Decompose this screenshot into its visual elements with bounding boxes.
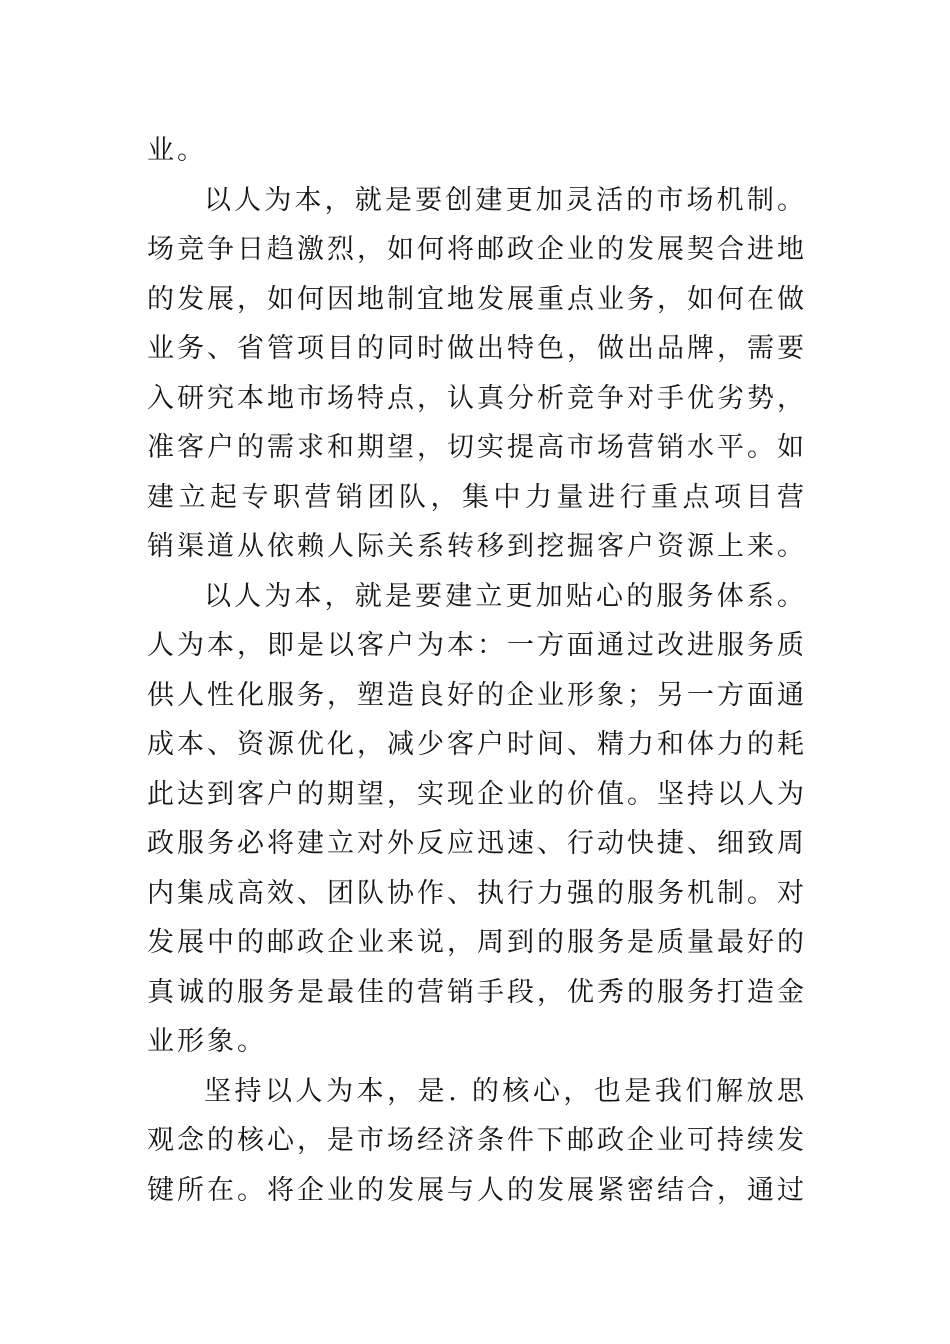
text-line: 政服务必将建立对外反应迅速、行动快捷、细致周	[147, 828, 807, 859]
text-line: 键所在。将企业的发展与人的发展紧密结合，通过	[147, 1174, 807, 1206]
text-line: 成本、资源优化，减少客户时间、精力和体力的耗	[147, 729, 807, 760]
paragraph-start-line: 以人为本，就是要建立更加贴心的服务体系。	[204, 580, 807, 612]
text-line: 准客户的需求和期望，切实提高市场营销水平。如	[147, 432, 807, 463]
text-line: 业务、省管项目的同时做出特色，做出品牌，需要	[147, 333, 807, 364]
paragraph-start-line: 以人为本，就是要创建更加灵活的市场机制。	[204, 184, 807, 216]
text-line: 业形象。	[147, 1026, 267, 1057]
text-line: 人为本，即是以客户为本：一方面通过改进服务质	[147, 630, 807, 661]
text-line: 内集成高效、团队协作、执行力强的服务机制。对	[147, 877, 807, 909]
text-line: 场竞争日趋激烈，如何将邮政企业的发展契合进地	[147, 234, 807, 265]
text-line: 业。	[147, 135, 207, 166]
text-line: 销渠道从依赖人际关系转移到挖掘客户资源上来。	[147, 531, 807, 562]
text-line: 发展中的邮政企业来说，周到的服务是质量最好的	[147, 927, 807, 958]
text-line: 供人性化服务，塑造良好的企业形象；另一方面通	[147, 679, 807, 711]
text-line: 的发展，如何因地制宜地发展重点业务，如何在做	[147, 283, 807, 315]
text-line: 观念的核心，是市场经济条件下邮政企业可持续发	[147, 1125, 807, 1156]
text-line: 建立起专职营销团队，集中力量进行重点项目营	[147, 481, 807, 513]
text-line: 此达到客户的期望，实现企业的价值。坚持以人为	[147, 778, 807, 810]
paragraph-start-line: 坚持以人为本，是. 的核心，也是我们解放思	[204, 1075, 807, 1107]
document-body	[147, 126, 807, 1215]
text-line: 真诚的服务是最佳的营销手段，优秀的服务打造金	[147, 976, 807, 1008]
text-line: 入研究本地市场特点，认真分析竞争对手优劣势，	[147, 382, 807, 414]
